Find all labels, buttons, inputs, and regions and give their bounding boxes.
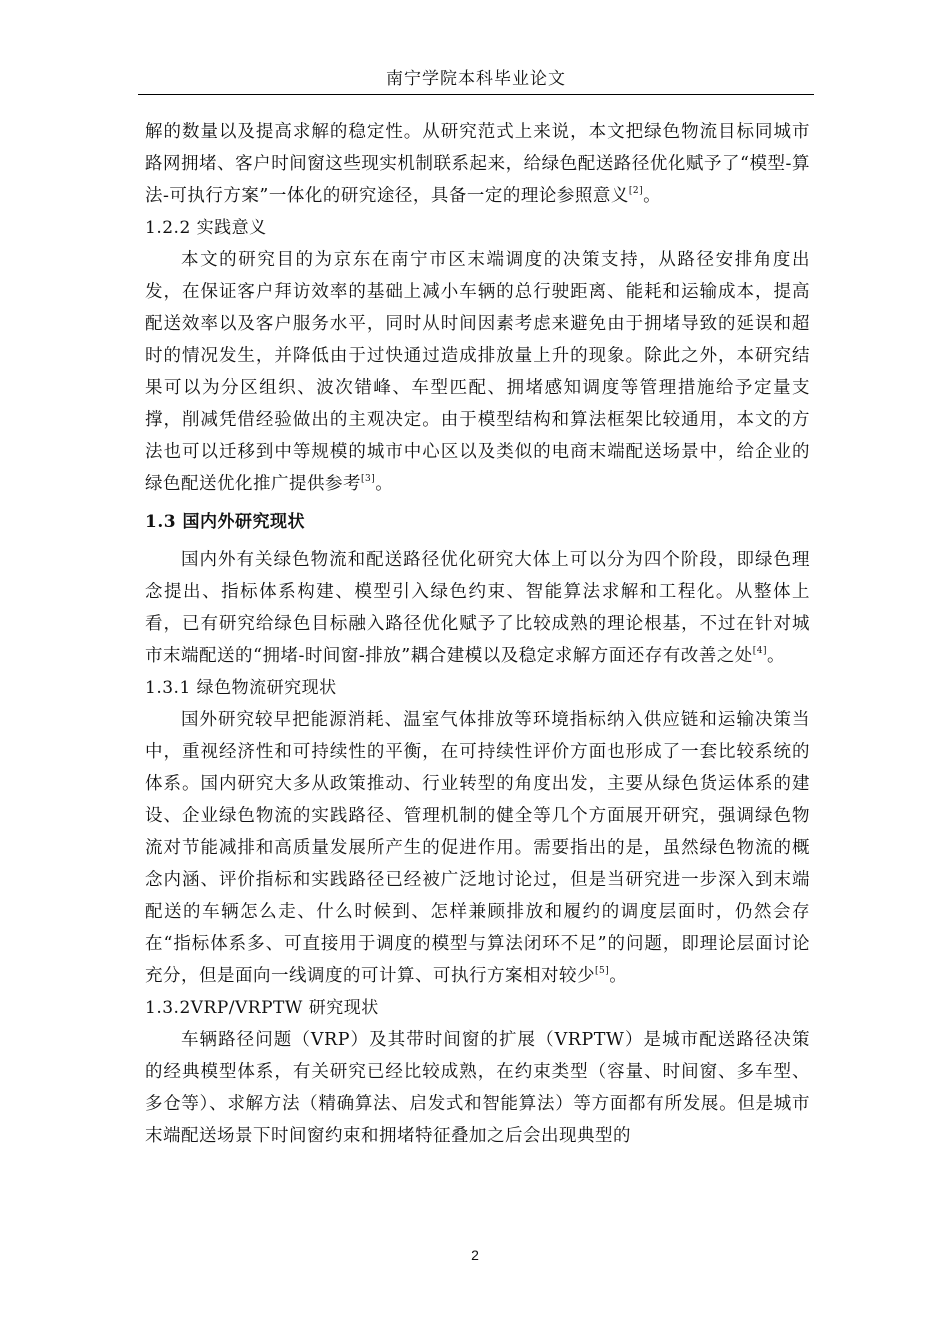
citation: [2]	[628, 186, 644, 196]
paragraph-tail: 。	[609, 966, 628, 986]
paragraph-tail: 。	[766, 646, 785, 666]
paragraph-continuation	[145, 116, 810, 212]
citation: [4]	[752, 646, 767, 656]
section-heading-1-3-2: 1.3.2VRP/VRPTW 研究现状	[145, 998, 379, 1018]
paragraph-text: 本文的研究目的为京东在南宁市区末端调度的决策支持，从路径安排角度出发，在保证客户拜访效率的基础上减小车辆的总行驶距离、能耗和运输成本，提高配送效率以及客户服务水平，同时从时间因素考虑来避免由于拥堵导致的延误和超时的情况发生，并降低由于过快通过造成排放量上升的现象。除此之外，本研究结果可以为分区组织、波次错峰、车型匹配、拥堵感知调度等管理措施给予定量支撑，削减凭借经验做出的主观决定。由于模型结构和算法框架比较通用，本文的方法也可以迁移到中等规模的城市中心区以及类似的电商末端配送场景中，给企业的绿色配送优化推广提供参考	[145, 250, 810, 494]
paragraph-text: 国内外有关绿色物流和配送路径优化研究大体上可以分为四个阶段，即绿色理念提出、指标体系构建、模型引入绿色约束、智能算法求解和工程化。从整体上看，已有研究给绿色目标融入路径优化赋予了比较成熟的理论根基，不过在针对城市末端配送的“拥堵-时间窗-排放”耦合建模以及稳定求解方面还存有改善之处	[145, 550, 810, 666]
paragraph-text: 国外研究较早把能源消耗、温室气体排放等环境指标纳入供应链和运输决策当中，重视经济性和可持续性的平衡，在可持续性评价方面也形成了一套比较系统的体系。国内研究大多从政策推动、行业转型的角度出发，主要从绿色货运体系的建设、企业绿色物流的实践路径、管理机制的健全等几个方面展开研究，强调绿色物流对节能减排和高质量发展所产生的促进作用。需要指出的是，虽然绿色物流的概念内涵、评价指标和实践路径已经被广泛地讨论过，但是当研究进一步深入到末端配送的车辆怎么走、什么时候到、怎样兼顾排放和履约的调度层面时，仍然会存在“指标体系多、可直接用于调度的模型与算法闭环不足”的问题，即理论层面讨论充分，但是面向一线调度的可计算、可执行方案相对较少	[145, 710, 810, 986]
body-text	[145, 116, 810, 1152]
paragraph-text: 解的数量以及提高求解的稳定性。从研究范式上来说，本文把绿色物流目标同城市路网拥堵、客户时间窗这些现实机制联系起来，给绿色配送路径优化赋予了“模型-算法-可执行方案”一体化的研究途径，具备一定的理论参照意义	[145, 122, 810, 206]
citation: [3]	[361, 474, 376, 484]
paragraph-green-logistics	[145, 704, 810, 992]
paragraph-text: 车辆路径问题（VRP）及其带时间窗的扩展（VRPTW）是城市配送路径决策的经典模型体系，有关研究已经比较成熟，在约束类型（容量、时间窗、多车型、多仓等）、求解方法（精确算法、启发式和智能算法）等方面都有所发展。但是城市末端配送场景下时间窗约束和拥堵特征叠加之后会出现典型的	[145, 1030, 810, 1146]
paragraph-practical-significance	[145, 244, 810, 500]
citation: [5]	[595, 966, 610, 976]
page-header	[138, 64, 814, 95]
page-number: 2	[471, 1247, 479, 1263]
header-title: 南宁学院本科毕业论文	[386, 69, 566, 89]
paragraph-vrp	[145, 1024, 810, 1152]
paragraph-tail: 。	[375, 474, 394, 494]
section-heading-1-3-1: 1.3.1 绿色物流研究现状	[145, 678, 337, 698]
section-heading-1-2-2: 1.2.2 实践意义	[145, 218, 267, 238]
paragraph-tail: 。	[643, 186, 662, 206]
section-heading-1-3: 1.3 国内外研究现状	[145, 512, 305, 532]
paragraph-research-status	[145, 544, 810, 672]
